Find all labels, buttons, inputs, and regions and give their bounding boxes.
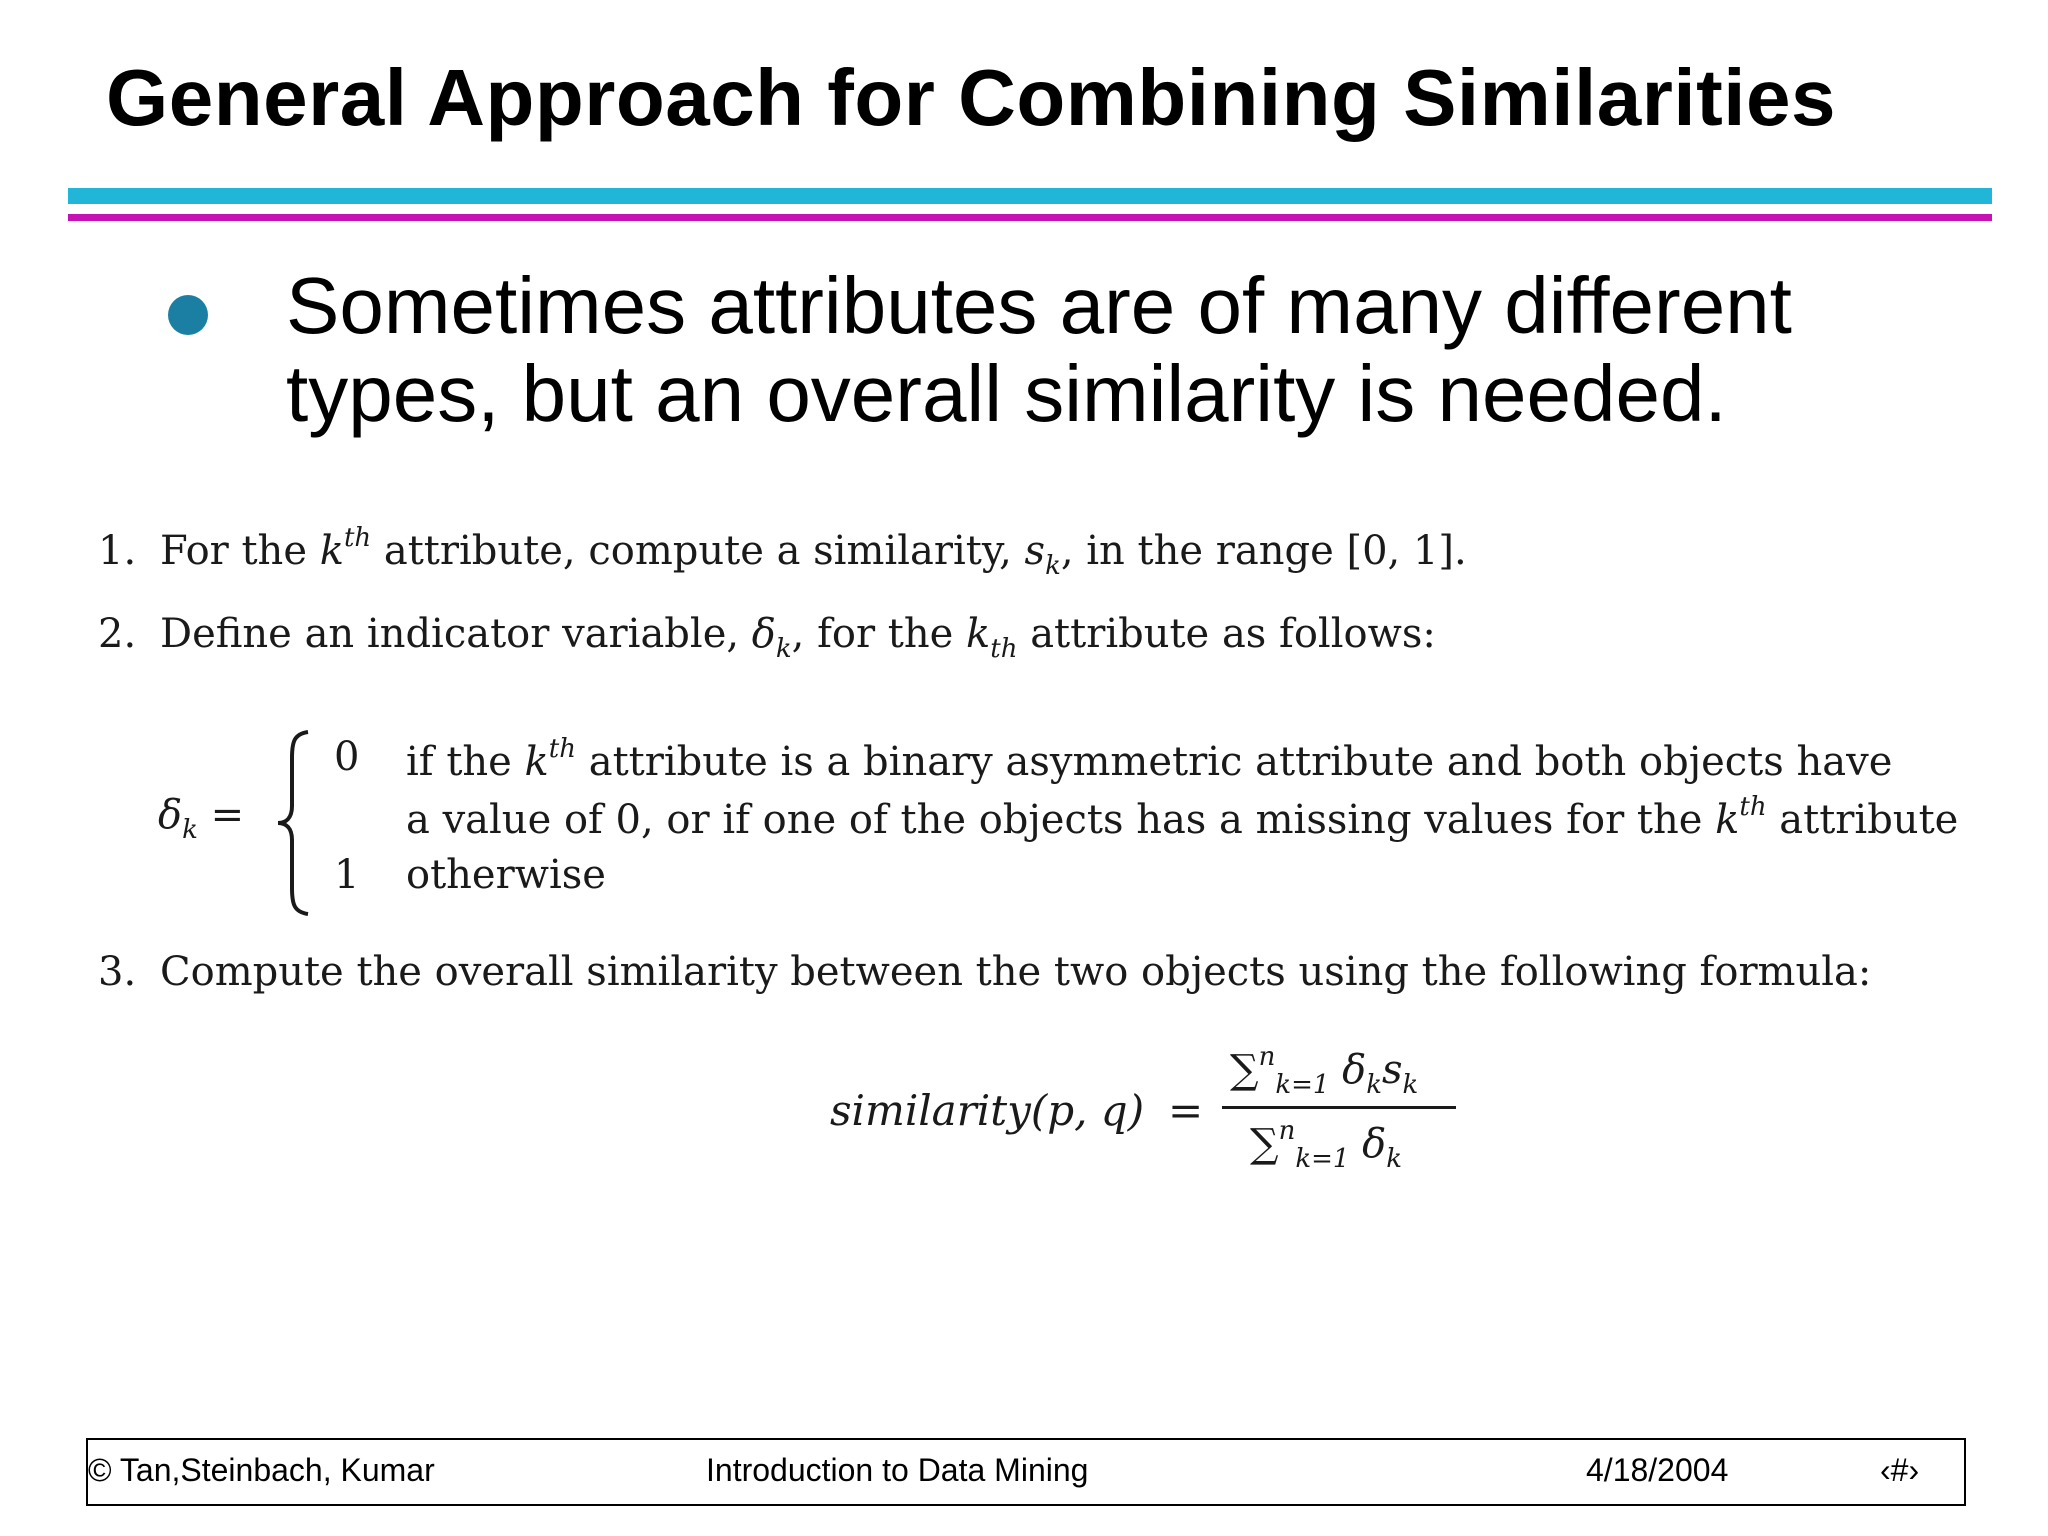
case-0-value: 0 (334, 734, 360, 780)
fraction-bar (1222, 1106, 1456, 1109)
indicator-lhs: $\delta_k$ = (158, 792, 245, 845)
title-divider-magenta (68, 214, 1992, 221)
formula-numerator: ∑$^n_{k=1}$ $\delta_ks_k$ (1230, 1042, 1419, 1100)
left-brace-icon (274, 728, 314, 918)
k-symbol: k (524, 739, 549, 785)
slide-footer (86, 1438, 1966, 1506)
step-3: 3. Compute the overall similarity between the two objects using the following formula: (98, 944, 1871, 1000)
footer-authors: © Tan,Steinbach, Kumar (88, 1452, 435, 1488)
step-number: 2. (98, 611, 137, 657)
footer-page-number: ‹#› (1880, 1452, 1920, 1488)
case-1-text: otherwise (406, 852, 606, 898)
case-0-line-2: a value of 0, or if one of the objects has a missing values for the $k^{th}$ attribute (406, 792, 1959, 843)
formula-denominator: ∑$^n_{k=1}$ $\delta_k$ (1250, 1116, 1402, 1174)
step-2: 2. Define an indicator variable, $\delta_k$, for the $k_{th}$ attribute as follows: (98, 606, 1436, 677)
title-divider-cyan (68, 188, 1992, 204)
slide-title: General Approach for Combining Similarities (106, 53, 1836, 142)
similarity-formula (830, 1040, 1470, 1190)
footer-date: 4/18/2004 (1586, 1452, 1729, 1488)
step-number: 3. (98, 949, 137, 995)
footer-course: Introduction to Data Mining (706, 1452, 1089, 1488)
k-symbol: k (1715, 797, 1740, 843)
bullet-text: Sometimes attributes are of many different types, but an overall similarity is needed. (286, 261, 1792, 438)
case-0-line-1: if the $k^{th}$ attribute is a binary asymmetric attribute and both objects have (406, 734, 1893, 785)
formula-lhs: similarity(p, q) (830, 1086, 1145, 1135)
formula-equals: = (1168, 1086, 1204, 1135)
step-number: 1. (98, 528, 137, 574)
k-symbol: k (319, 528, 344, 574)
bullet-point-icon (168, 295, 208, 335)
case-1-value: 1 (334, 852, 360, 898)
step-1: 1. For the $k^{th}$ attribute, compute a similarity, $s_k$, in the range [0, 1]. (98, 523, 1467, 581)
